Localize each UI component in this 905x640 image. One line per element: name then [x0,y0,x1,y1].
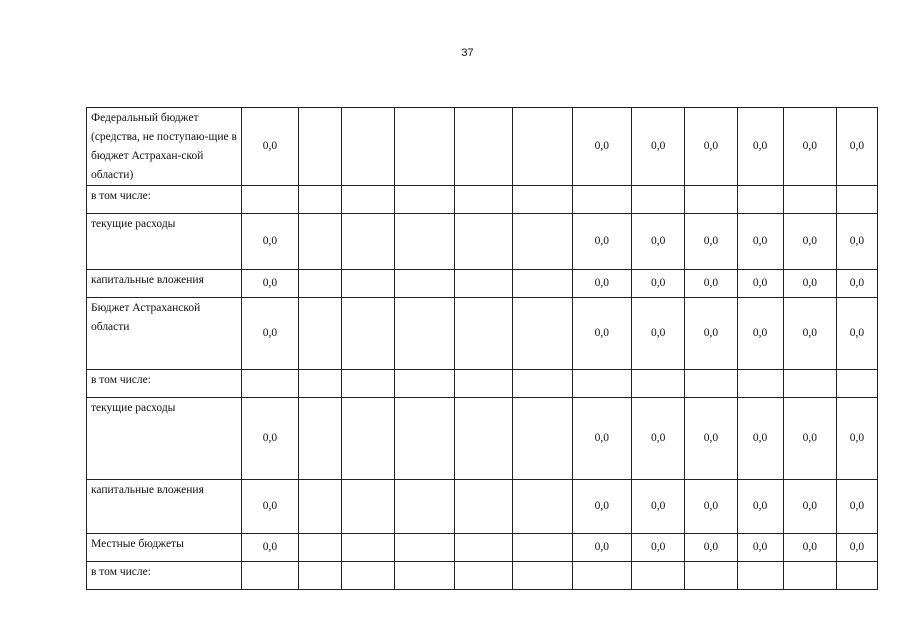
value-cell [836,562,877,590]
value-cell: 0,0 [632,398,685,480]
value-cell [342,186,395,214]
value-cell: 0,0 [737,298,783,370]
value-cell [454,398,512,480]
value-cell [632,370,685,398]
value-cell [836,370,877,398]
value-cell [737,186,783,214]
row-label: текущие расходы [87,214,242,270]
value-cell [685,562,737,590]
row-label: текущие расходы [87,398,242,480]
value-cell: 0,0 [685,270,737,298]
value-cell [395,186,454,214]
value-cell [783,370,836,398]
value-cell [454,298,512,370]
value-cell [685,370,737,398]
row-label: капитальные вложения [87,480,242,534]
value-cell: 0,0 [836,298,877,370]
value-cell [632,562,685,590]
value-cell [342,562,395,590]
value-cell: 0,0 [685,214,737,270]
row-label: в том числе: [87,186,242,214]
value-cell: 0,0 [836,534,877,562]
row-label: в том числе: [87,370,242,398]
value-cell [299,186,342,214]
value-cell [783,186,836,214]
value-cell [395,562,454,590]
value-cell [299,108,342,186]
value-cell [342,398,395,480]
value-cell [241,562,298,590]
value-cell [299,562,342,590]
value-cell [395,270,454,298]
value-cell [513,398,572,480]
value-cell [454,270,512,298]
value-cell: 0,0 [685,298,737,370]
value-cell: 0,0 [783,534,836,562]
value-cell: 0,0 [737,534,783,562]
value-cell: 0,0 [632,480,685,534]
value-cell [685,186,737,214]
value-cell [342,270,395,298]
table-row [87,214,878,270]
value-cell: 0,0 [783,270,836,298]
value-cell: 0,0 [572,398,631,480]
table-row [87,562,878,590]
value-cell: 0,0 [737,108,783,186]
value-cell [299,398,342,480]
value-cell [737,562,783,590]
value-cell: 0,0 [241,480,298,534]
value-cell: 0,0 [572,214,631,270]
value-cell [299,534,342,562]
page-number: 37 [461,47,474,59]
table-row [87,480,878,534]
value-cell [454,534,512,562]
value-cell: 0,0 [572,270,631,298]
value-cell: 0,0 [685,534,737,562]
value-cell [513,480,572,534]
value-cell: 0,0 [836,214,877,270]
value-cell [342,214,395,270]
value-cell [572,370,631,398]
value-cell [454,562,512,590]
table-row [87,398,878,480]
budget-table [86,107,878,590]
value-cell [342,534,395,562]
row-label: Федеральный бюджет (средства, не поступаю-щие в бюджет Астрахан-ской области) [87,108,242,186]
value-cell: 0,0 [836,398,877,480]
value-cell: 0,0 [685,480,737,534]
value-cell [454,108,512,186]
value-cell [513,298,572,370]
value-cell [783,562,836,590]
value-cell [632,186,685,214]
row-label: Местные бюджеты [87,534,242,562]
value-cell: 0,0 [632,270,685,298]
value-cell: 0,0 [241,108,298,186]
value-cell: 0,0 [632,534,685,562]
row-label: в том числе: [87,562,242,590]
value-cell [395,214,454,270]
value-cell [513,108,572,186]
value-cell: 0,0 [737,398,783,480]
value-cell [513,562,572,590]
value-cell: 0,0 [572,298,631,370]
value-cell: 0,0 [632,298,685,370]
table-row [87,186,878,214]
value-cell [299,370,342,398]
value-cell [395,370,454,398]
value-cell [454,370,512,398]
value-cell [572,562,631,590]
value-cell [299,214,342,270]
value-cell [299,480,342,534]
value-cell [454,480,512,534]
value-cell [395,480,454,534]
value-cell: 0,0 [241,298,298,370]
value-cell [395,398,454,480]
table-row [87,108,878,186]
value-cell [836,186,877,214]
value-cell: 0,0 [241,214,298,270]
value-cell [454,186,512,214]
value-cell: 0,0 [783,398,836,480]
value-cell [395,108,454,186]
value-cell [454,214,512,270]
value-cell: 0,0 [572,534,631,562]
value-cell [395,534,454,562]
value-cell [241,370,298,398]
value-cell [737,370,783,398]
value-cell [241,186,298,214]
value-cell: 0,0 [572,108,631,186]
table-row [87,370,878,398]
value-cell: 0,0 [836,270,877,298]
value-cell [395,298,454,370]
value-cell: 0,0 [572,480,631,534]
value-cell [513,370,572,398]
row-label: Бюджет Астраханской области [87,298,242,370]
value-cell: 0,0 [685,108,737,186]
value-cell: 0,0 [783,108,836,186]
value-cell: 0,0 [632,108,685,186]
value-cell: 0,0 [241,270,298,298]
table-row [87,534,878,562]
row-label: капитальные вложения [87,270,242,298]
value-cell: 0,0 [737,270,783,298]
value-cell [299,298,342,370]
value-cell [513,534,572,562]
value-cell: 0,0 [685,398,737,480]
value-cell: 0,0 [737,214,783,270]
value-cell: 0,0 [836,108,877,186]
value-cell [299,270,342,298]
value-cell: 0,0 [783,214,836,270]
value-cell: 0,0 [737,480,783,534]
value-cell [342,298,395,370]
value-cell [342,480,395,534]
value-cell: 0,0 [632,214,685,270]
value-cell: 0,0 [241,398,298,480]
value-cell [513,214,572,270]
value-cell [513,186,572,214]
value-cell [342,370,395,398]
value-cell: 0,0 [836,480,877,534]
value-cell: 0,0 [241,534,298,562]
value-cell [342,108,395,186]
value-cell: 0,0 [783,480,836,534]
table-row [87,298,878,370]
value-cell [513,270,572,298]
value-cell: 0,0 [783,298,836,370]
value-cell [572,186,631,214]
table-row [87,270,878,298]
